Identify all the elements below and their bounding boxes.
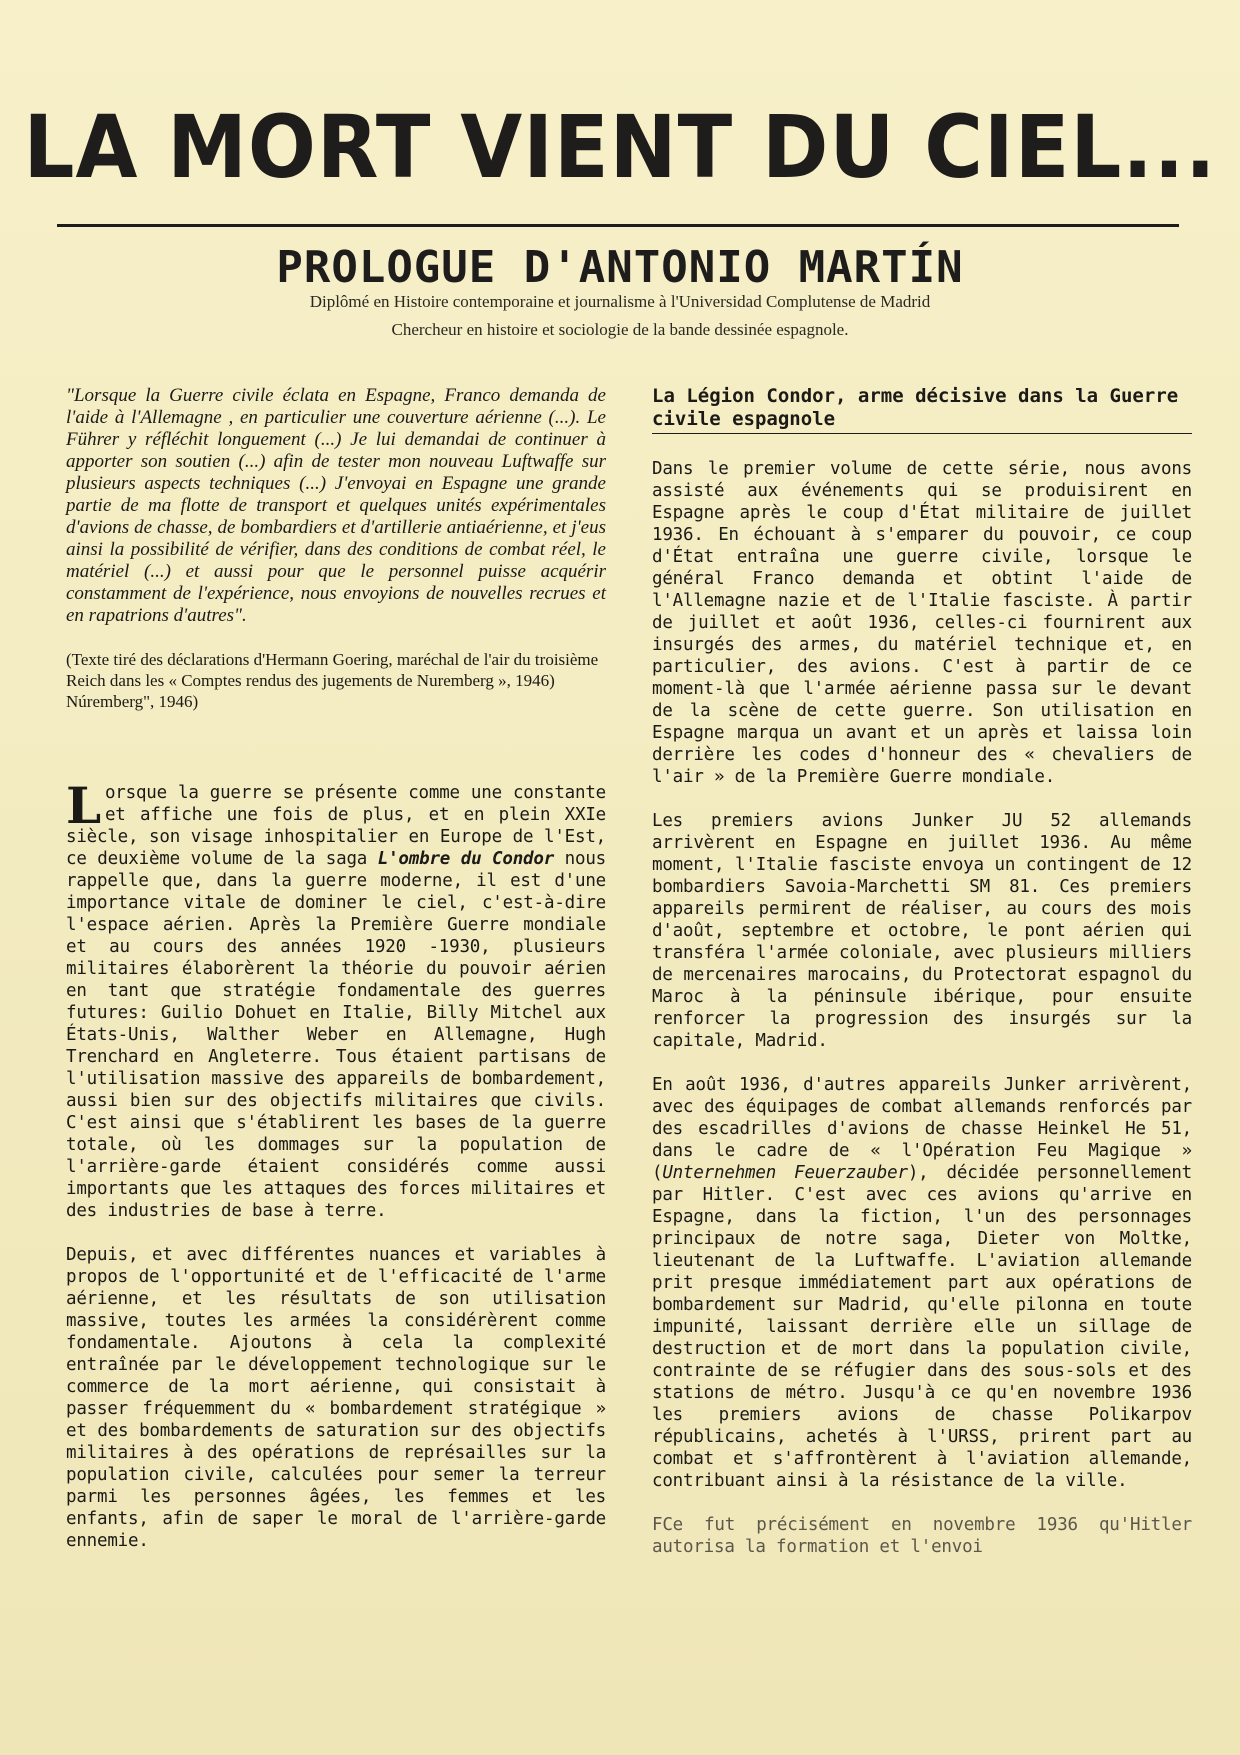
condor-paragraph-4: FCe fut précisément en novembre 1936 qu'Hitler autorisa la formation et l'envoi <box>652 1515 1192 1557</box>
condor-paragraph-2: Les premiers avions Junker JU 52 allemands arrivèrent en Espagne en juillet 1936. Au même moment, l'Italie fasciste envoya un contingent de 12 bombardiers Savoia-Marchetti SM 81. Ces premiers appareils permirent de réaliser, au cours des mois d'août, septembre et octobre, le pont aérien qui transféra l'armée coloniale, avec plusieurs milliers de mercenaires marocains, du Protectorat espagnol du Maroc à la péninsule ibérique, pour ensuite renforcer la progression des insurgés sur la capitale, Madrid. <box>652 811 1192 1051</box>
goering-quote: "Lorsque la Guerre civile éclata en Espagne, Franco demanda de l'aide à l'Allemagne , en particulier une couverture aérienne (...). Le Führer y réfléchit longuement (...) Je lui demandai de continuer à apporter son soutien (...) afin de tester mon nouveau Luftwaffe sur plusieurs aspects techniques (...) J'envoyai en Espagne une grande partie de ma flotte de transport et quelques unités expérimentales d'avions de chasse, de bombardiers et d'artillerie antiaérienne, et j'eus ainsi la possibilité de vérifier, dans des conditions de combat réel, le matériel (...) et aussi pour que le personnel puisse acquérir constamment de l'expérience, nous envoyions de nouvelles recrues et en rapatrions d'autres". <box>66 385 606 626</box>
title-divider <box>57 224 1179 227</box>
right-column <box>652 385 1192 1558</box>
drop-cap: L <box>66 776 101 835</box>
saga-title: L'ombre du Condor <box>377 849 555 869</box>
author-credentials: Diplômé en Histoire contemporaine et journalisme à l'Universidad Complutense de Madrid <box>309 292 931 311</box>
intro-paragraph <box>66 776 607 1222</box>
condor-paragraph-3 <box>652 1074 1192 1492</box>
left-column <box>66 385 606 1552</box>
condor-paragraph-1: Dans le premier volume de cette série, nous avons assisté aux événements qui se produisirent en Espagne après le coup d'État militaire de juillet 1936. En échouant à s'emparer du pouvoir, ce coup d'État entraîna une guerre civile, lorsque le général Franco demanda et obtint l'aide de l'Allemagne nazie et de l'Italie fasciste. À partir de juillet et août 1936, celles-ci fournirent aux insurgés des armes, du matériel technique et, en particulier, des avions. C'est à partir de ce moment-là que l'armée aérienne passa sur le devant de la scène de cette guerre. Son utilisation en Espagne marqua un avant et un après et laissa loin derrière les codes d'honneur des « chevaliers de l'air » de la Première Guerre mondiale. <box>652 459 1192 787</box>
quote-source: (Texte tiré des déclarations d'Hermann Goering, maréchal de l'air du troisième Reich dans les « Comptes rendus des jugements de Nuremberg », 1946) Núremberg", 1946) <box>66 650 599 711</box>
condor-p3-part2: ), décidée personnellement par Hitler. C'est avec ces avions qu'arrive en Espagne, dans la fiction, l'un des personnages principaux de notre saga, Dieter von Moltke, lieutenant de la Luftwaffe. L'aviation allemande prit presque immédiatement part aux opérations de bombardement sur Madrid, qu'elle pilonna en toute impunité, laissant derrière elle un sillage de destruction et de mort dans la population civile, contrainte de se réfugier dans des sous-sols et des stations de métro. Jusqu'à ce qu'en novembre 1936 les premiers avions de chasse Polikarpov républicains, achetés à l'URSS, prirent part au combat et s'affrontèrent à l'aviation allemande, contribuant ainsi à la résistance de la ville. <box>652 1163 1193 1491</box>
section-heading: La Légion Condor, arme décisive dans la Guerre civile espagnole <box>652 385 1192 434</box>
intro-text-part2: nous rappelle que, dans la guerre moderne, il est d'une importance vitale de dominer le ciel, c'est-à-dire l'espace aérien. Après la Première Guerre mondiale et au cours des années 1920 -1930, plusieurs militaires élaborèrent la théorie du pouvoir aérien en tant que stratégie fondamentale des guerres futures: Guilio Dohuet en Italie, Billy Mitchel aux États-Unis, Walther Weber en Allemagne, Hugh Trenchard en Angleterre. Tous étaient partisans de l'utilisation massive des appareils de bombardement, aussi bien sur des objectifs militaires que civils. C'est ainsi que s'établirent les bases de la guerre totale, où les dommages sur la population de l'arrière-garde étaient considérés comme aussi importants que les attaques des forces militaires et des industries de base à terre. <box>66 849 607 1221</box>
condor-p3-part1: En août 1936, d'autres appareils Junker arrivèrent, avec des équipages de combat allemands renforcés par des escadrilles d'avions de chasse Heinkel He 51, dans le cadre de « l'Opération Feu Magique » ( <box>652 1075 1192 1183</box>
intro-text-part1: orsque la guerre se présente comme une constante et affiche une fois de plus, et en plein XXIe siècle, son visage inhospitalier en Europe de l'Est, ce deuxième volume de la saga <box>66 783 606 869</box>
second-paragraph: Depuis, et avec différentes nuances et variables à propos de l'opportunité et de l'efficacité de l'arme aérienne, et les résultats de son utilisation massive, toutes les armées la considérèrent comme fondamentale. Ajoutons à cela la complexité entraînée par le développement technologique sur le commerce de la mort aérienne, qui consistait à passer fréquemment du « bombardement stratégique » et des bombardements de saturation sur des objectifs militaires à des opérations de représailles sur la population civile, calculées pour semer la terreur parmi les personnes âgées, les femmes et les enfants, afin de saper le moral de l'arrière-garde ennemie. <box>66 1245 606 1551</box>
main-title: LA MORT VIENT DU CIEL... <box>23 97 1217 198</box>
author-research: Chercheur en histoire et sociologie de la bande dessinée espagnole. <box>391 320 849 339</box>
operation-name: Unternehmen Feuerzauber <box>662 1163 908 1183</box>
prologue-title: PROLOGUE D'ANTONIO MARTÍN <box>276 242 964 293</box>
